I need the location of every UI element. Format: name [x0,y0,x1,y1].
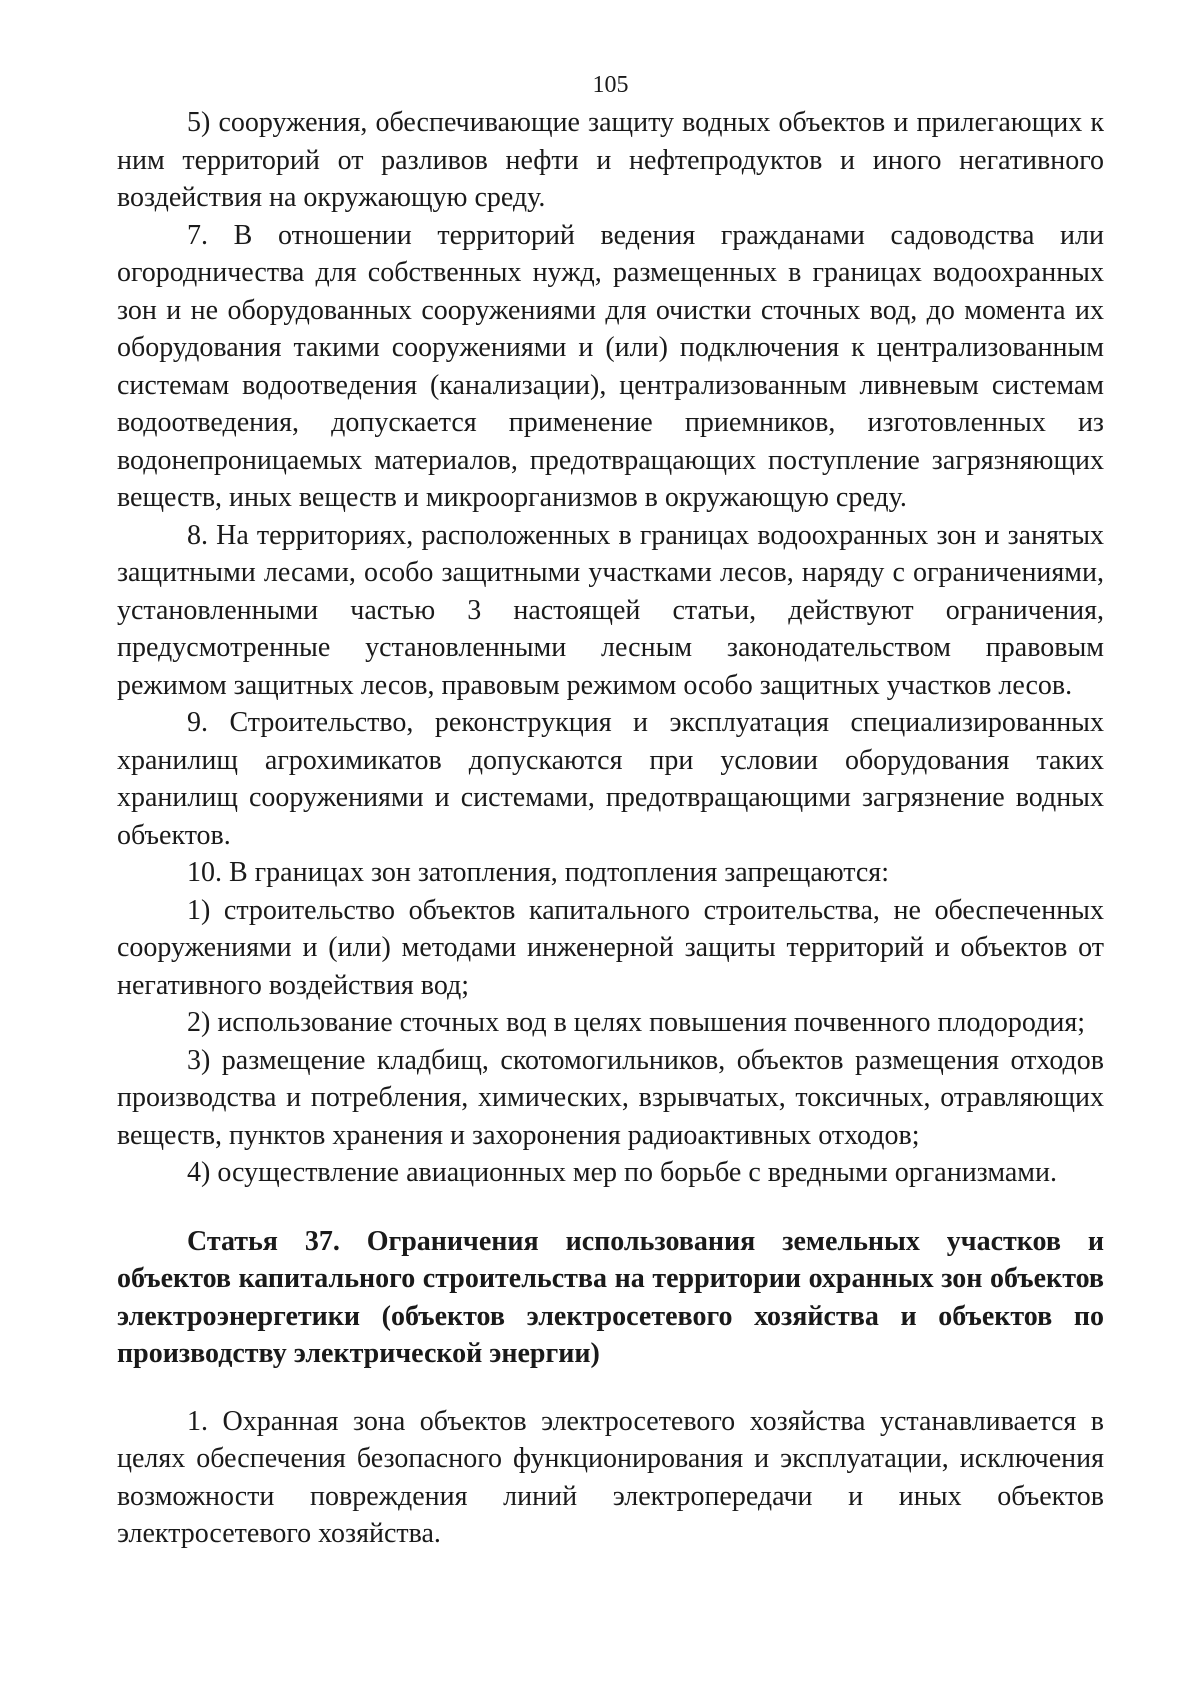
paragraph-10-item-4: 4) осуществление авиационных мер по борьбе с вредными организмами. [187,1157,1057,1188]
document-page [117,70,1104,1553]
paragraph-10: 10. В границах зон затопления, подтопления запрещаются: [187,857,889,888]
paragraph-10-item-2: 2) использование сточных вод в целях повышения почвенного плодородия; [187,1007,1085,1038]
paragraph-8: 8. На территориях, расположенных в границах водоохранных зон и занятых защитными лесами, особо защитными участками лесов, наряду с ограничениями, установленными частью 3 настоящей статьи, действуют ограничения, предусмотренные установленными лесным законодательством правовым режимом защитных лесов, правовым режимом особо защитных участков лесов. [117,519,1104,701]
article-37-paragraph-1: 1. Охранная зона объектов электросетевого хозяйства устанавливается в целях обеспечения безопасного функционирования и эксплуатации, исключения возможности повреждения линий электропередачи и иных объектов электросетевого хозяйства. [117,1405,1104,1549]
paragraph-item-5: 5) сооружения, обеспечивающие защиту водных объектов и прилегающих к ним территорий от разливов нефти и нефтепродуктов и иного негативного воздействия на окружающую среду. [117,107,1104,213]
paragraph-7: 7. В отношении территорий ведения гражданами садоводства или огородничества для собственных нужд, размещенных в границах водоохранных зон и не оборудованных сооружениями для очистки сточных вод, до момента их оборудования такими сооружениями и (или) подключения к централизованным системам водоотведения (канализации), централизованным ливневым системам водоотведения, допускается применение приемников, изготовленных из водонепроницаемых материалов, предотвращающих поступление загрязняющих веществ, иных веществ и микроорганизмов в окружающую среду. [117,219,1104,513]
page-number: 105 [592,72,629,98]
article-heading: Статья 37. Ограничения использования земельных участков и объектов капитального строительства на территории охранных зон объектов электроэнергетики (объектов электросетевого хозяйства и объектов по производству электрической энергии) [117,1225,1104,1369]
paragraph-10-item-1: 1) строительство объектов капитального строительства, не обеспеченных сооружениями и (или) методами инженерной защиты территорий и объектов от негативного воздействия вод; [117,894,1104,1001]
paragraph-9: 9. Строительство, реконструкция и эксплуатация специализированных хранилищ агрохимикатов допускаются при условии оборудования таких хранилищ сооружениями и системами, предотвращающими загрязнение водных объектов. [117,707,1104,851]
paragraph-10-item-3: 3) размещение кладбищ, скотомогильников, объектов размещения отходов производства и потребления, химических, взрывчатых, токсичных, отравляющих веществ, пунктов хранения и захоронения радиоактивных отходов; [117,1044,1104,1151]
